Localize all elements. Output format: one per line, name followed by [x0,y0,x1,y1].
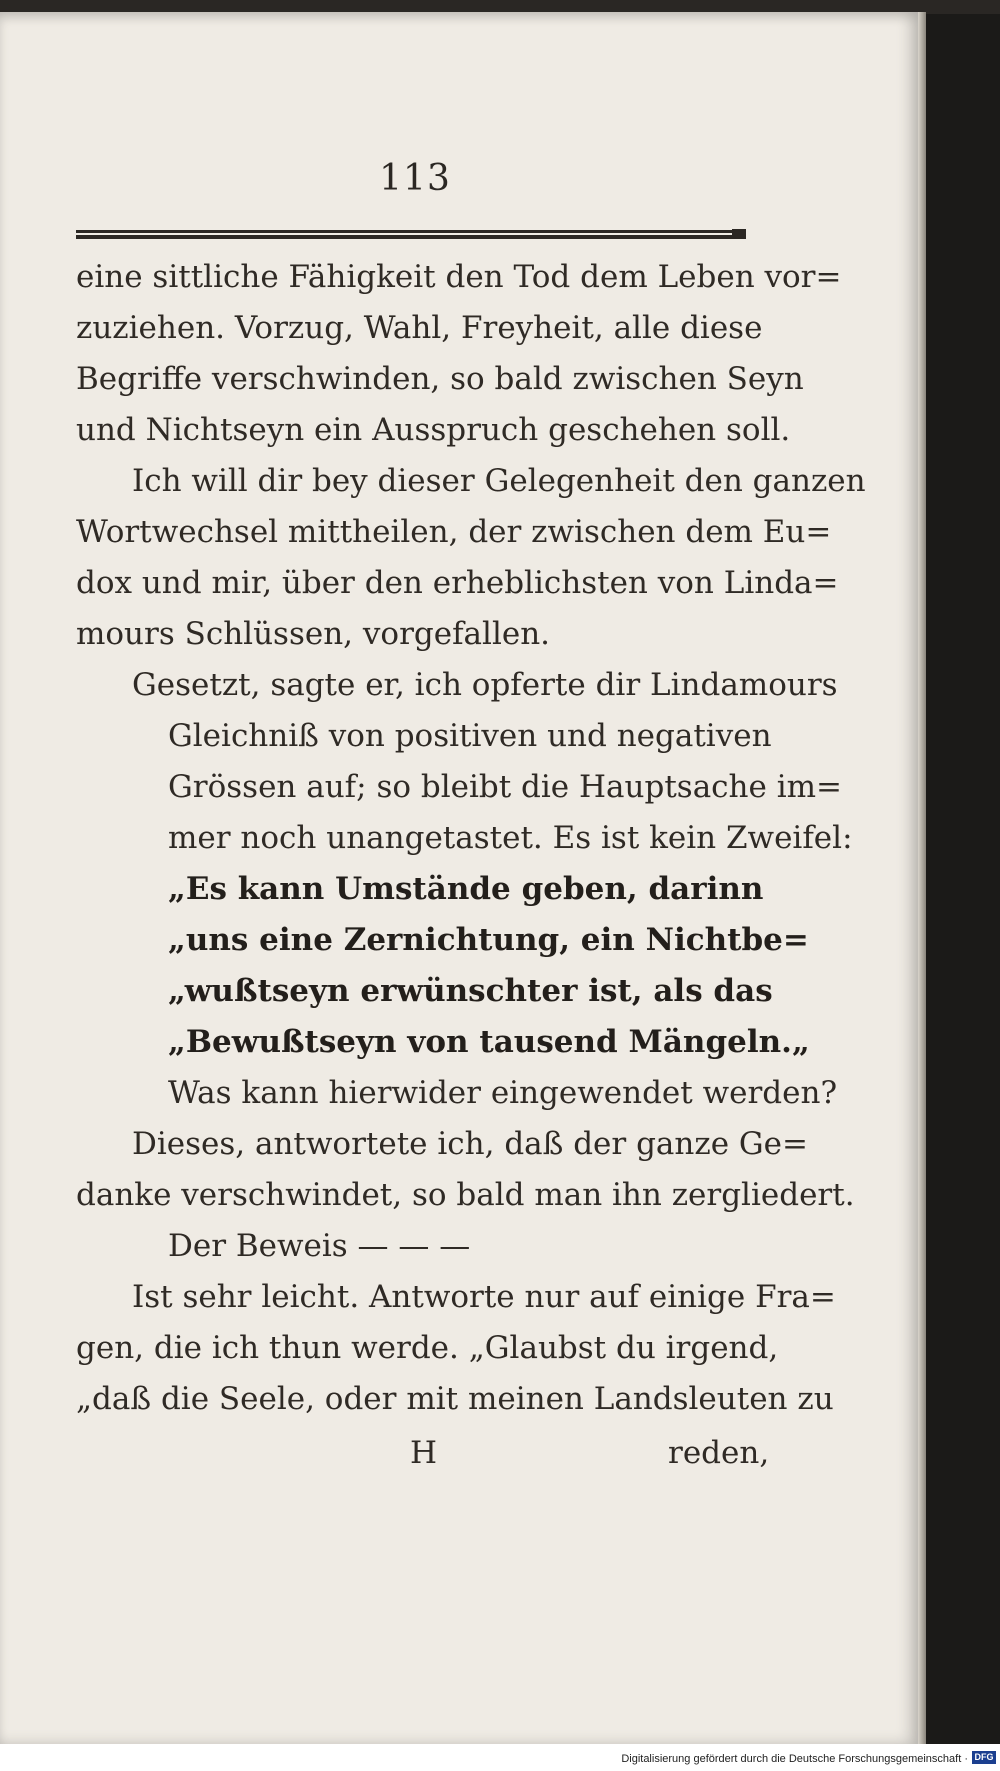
text-line: mours Schlüssen, vorgefallen. [76,616,551,652]
text-line: Ist sehr leicht. Antworte nur auf einige Fra= [132,1279,836,1315]
text-line: eine sittliche Fähigkeit den Tod dem Leben vor= [76,259,842,295]
text-line: gen, die ich thun werde. „Glaubst du irgend, [76,1330,779,1366]
page-number: 113 [379,158,451,199]
text-line: Gesetzt, sagte er, ich opferte dir Lindamours [132,667,838,703]
text-line: Was kann hierwider eingewendet werden? [168,1075,838,1111]
text-line: Dieses, antwortete ich, daß der ganze Ge= [132,1126,808,1162]
catchword: reden, [668,1435,770,1471]
header-rule [76,230,746,239]
header-rule-end [732,229,746,238]
page-edge [918,12,926,1744]
text-line: Gleichniß von positiven und negativen [168,718,772,754]
quoted-line: „wußtseyn erwünschter ist, als das [168,973,773,1009]
text-line: Ich will dir bey dieser Gelegenheit den ganzen [132,463,866,499]
text-line: Begriffe verschwinden, so bald zwischen Seyn [76,361,804,397]
text-line: Der Beweis — — — [168,1228,471,1264]
text-line: dox und mir, über den erheblichsten von Linda= [76,565,839,601]
quoted-line: „Bewußtseyn von tausend Mängeln.„ [168,1024,810,1060]
text-line: danke verschwindet, so bald man ihn zergliedert. [76,1177,855,1213]
funding-credit: Digitalisierung gefördert durch die Deutsche Forschungsgemeinschaft · [621,1753,968,1765]
quoted-line: „uns eine Zernichtung, ein Nichtbe= [168,922,809,958]
text-line: und Nichtseyn ein Ausspruch geschehen soll. [76,412,791,448]
quoted-line: „Es kann Umstände geben, darinn [168,871,764,907]
signature-mark: H [410,1435,438,1471]
text-line: zuziehen. Vorzug, Wahl, Freyheit, alle diese [76,310,763,346]
text-line: „daß die Seele, oder mit meinen Landsleuten zu [76,1381,834,1417]
text-line: Wortwechsel mittheilen, der zwischen dem Eu= [76,514,832,550]
dfg-logo: DFG [972,1751,996,1764]
text-line: mer noch unangetastet. Es ist kein Zweifel: [168,820,853,856]
text-line: Grössen auf; so bleibt die Hauptsache im= [168,769,842,805]
